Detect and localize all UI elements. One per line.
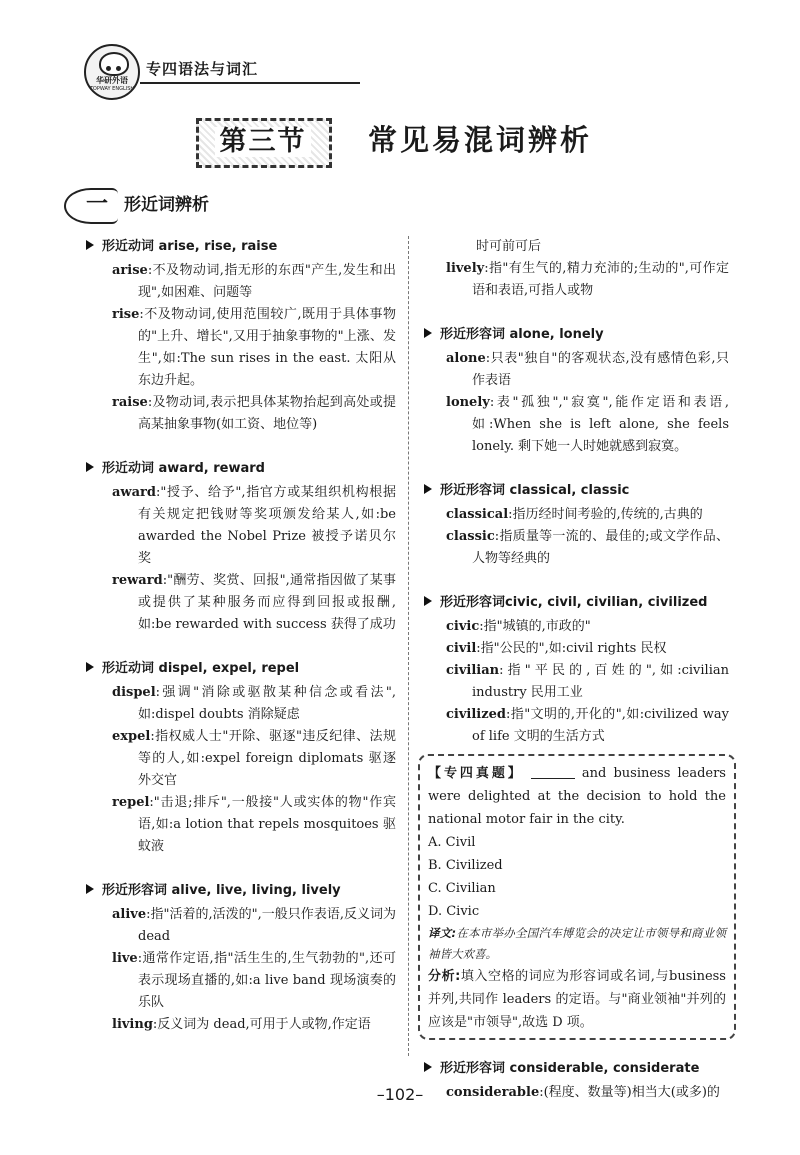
option-d: D. Civic <box>428 904 480 919</box>
word-entry: alone:只表"独自"的客观状态,没有感情色彩,只作表语 <box>446 351 729 388</box>
word-entry: alive:指"活着的,活泼的",一般只作表语,反义词为 dead <box>112 907 396 944</box>
page-number: –102– <box>376 1085 424 1104</box>
section-title: 常见易混词辨析 <box>368 123 593 157</box>
word-entry: reward:"酬劳、奖赏、回报",通常指因做了某事或提供了某种服务而应得到回报或报酬,如:be rewarded with success 获得了成功 <box>112 573 396 632</box>
word-entry: rise:不及物动词,使用范围较广,既用于具体事物的"上升、增长",又用于抽象事物的"上涨、发生",如:The sun rises in the east. 太阳从东边升起。 <box>112 307 396 388</box>
mascot-icon <box>99 52 129 76</box>
triangle-bullet-icon <box>424 484 432 494</box>
column-divider <box>408 236 409 1056</box>
word-entry: arise:不及物动词,指无形的东西"产生,发生和出现",如困难、问题等 <box>112 263 396 300</box>
word-group <box>424 324 729 458</box>
word-group <box>86 458 396 636</box>
subsection-number: 一 <box>86 192 109 217</box>
word-group <box>86 658 396 858</box>
logo-brand-en: TOPWAY ENGLISH <box>89 86 135 92</box>
word-group <box>424 480 729 570</box>
word-entry: considerable:(程度、数量等)相当大(或多)的 <box>446 1085 720 1100</box>
answer-blank <box>531 766 575 779</box>
word-entry: classic:指质量等一流的、最佳的;或文学作品、人物等经典的 <box>446 529 729 566</box>
series-title: 专四语法与词汇 <box>146 60 259 78</box>
group-title: 形近动词 dispel, expel, repel <box>86 658 396 680</box>
group-title: 形近动词 award, reward <box>86 458 396 480</box>
group-title: 形近形容词civic, civil, civilian, civilized <box>424 592 729 614</box>
word-group <box>424 592 729 748</box>
continuation-text: 时可前可后 <box>476 239 542 254</box>
word-group <box>86 236 396 436</box>
word-entry: civic:指"城镇的,市政的" <box>446 619 591 634</box>
group-title: 形近形容词 alone, lonely <box>424 324 729 346</box>
publisher-logo <box>84 44 140 100</box>
triangle-bullet-icon <box>424 328 432 338</box>
exam-analysis: 分析:填入空格的词应为形容词或名词,与business并列,共同作 leaders 的定语。与"商业领袖"并列的应该是"市领导",故选 D 项。 <box>428 969 726 1030</box>
word-entry: lonely:表"孤独","寂寞",能作定语和表语,如:When she is left alone, she feels lonely. 剩下她一人时她就感到寂寞。 <box>446 395 729 454</box>
section-label-box <box>196 118 332 168</box>
subsection-title: 形近词辨析 <box>124 195 209 215</box>
triangle-bullet-icon <box>424 596 432 606</box>
exam-question: 【专四真题】 and business leaders were delighted at the decision to hold the national motor fair in the city. <box>428 766 726 827</box>
word-group <box>86 880 396 1036</box>
triangle-bullet-icon <box>86 240 94 250</box>
word-entry: dispel:强调"消除或驱散某种信念或看法",如:dispel doubts 消除疑虑 <box>112 685 396 722</box>
group-title: 形近动词 arise, rise, raise <box>86 236 396 258</box>
word-entry: civilized:指"文明的,开化的",如:civilized way of life 文明的生活方式 <box>446 707 729 744</box>
word-entry: award:"授予、给予",指官方或某组织机构根据有关规定把钱财等奖项颁发给某人,如:be awarded the Nobel Prize 被授予诺贝尔奖 <box>112 485 396 566</box>
subsection-heading <box>64 184 284 224</box>
word-entry: civilian:指"平民的,百姓的",如:civilian industry 民用工业 <box>446 663 729 700</box>
option-a: A. Civil <box>428 835 476 850</box>
triangle-bullet-icon <box>86 884 94 894</box>
header-underline <box>140 82 360 84</box>
page-header <box>84 44 404 94</box>
exam-label: 【专四真题】 <box>428 766 524 781</box>
exam-question-box <box>418 754 736 1040</box>
word-entry: expel:指权威人士"开除、驱逐"违反纪律、法规等的人,如:expel foreign diplomats 驱逐外交官 <box>112 729 396 788</box>
word-entry: raise:及物动词,表示把具体某物抬起到高处或提高某抽象事物(如工资、地位等) <box>112 395 396 432</box>
left-column <box>86 236 396 1058</box>
logo-brand-cn: 华研外语 <box>96 76 128 85</box>
triangle-bullet-icon <box>86 662 94 672</box>
word-entry: lively:指"有生气的,精力充沛的;生动的",可作定语和表语,可指人或物 <box>446 261 729 298</box>
group-title: 形近形容词 considerable, considerate <box>424 1058 729 1080</box>
option-b: B. Civilized <box>428 858 503 873</box>
word-entry: civil:指"公民的",如:civil rights 民权 <box>446 641 667 656</box>
exam-options <box>428 831 726 923</box>
word-entry: live:通常作定语,指"活生生的,生气勃勃的",还可表示现场直播的,如:a live band 现场演奏的乐队 <box>112 951 396 1010</box>
word-group-continued <box>424 236 729 302</box>
triangle-bullet-icon <box>424 1062 432 1072</box>
option-c: C. Civilian <box>428 881 496 896</box>
group-title: 形近形容词 alive, live, living, lively <box>86 880 396 902</box>
right-column <box>424 236 729 1126</box>
word-entry: repel:"击退;排斥",一般接"人或实体的物"作宾语,如:a lotion that repels mosquitoes 驱蚊液 <box>112 795 396 854</box>
triangle-bullet-icon <box>86 462 94 472</box>
section-label: 第三节 <box>219 126 307 157</box>
group-title: 形近形容词 classical, classic <box>424 480 729 502</box>
exam-translation: 译文:在本市举办全国汽车博览会的决定让市领导和商业领袖皆大欢喜。 <box>428 926 726 961</box>
word-entry: living:反义词为 dead,可用于人或物,作定语 <box>112 1017 371 1032</box>
word-entry: classical:指历经时间考验的,传统的,古典的 <box>446 507 703 522</box>
